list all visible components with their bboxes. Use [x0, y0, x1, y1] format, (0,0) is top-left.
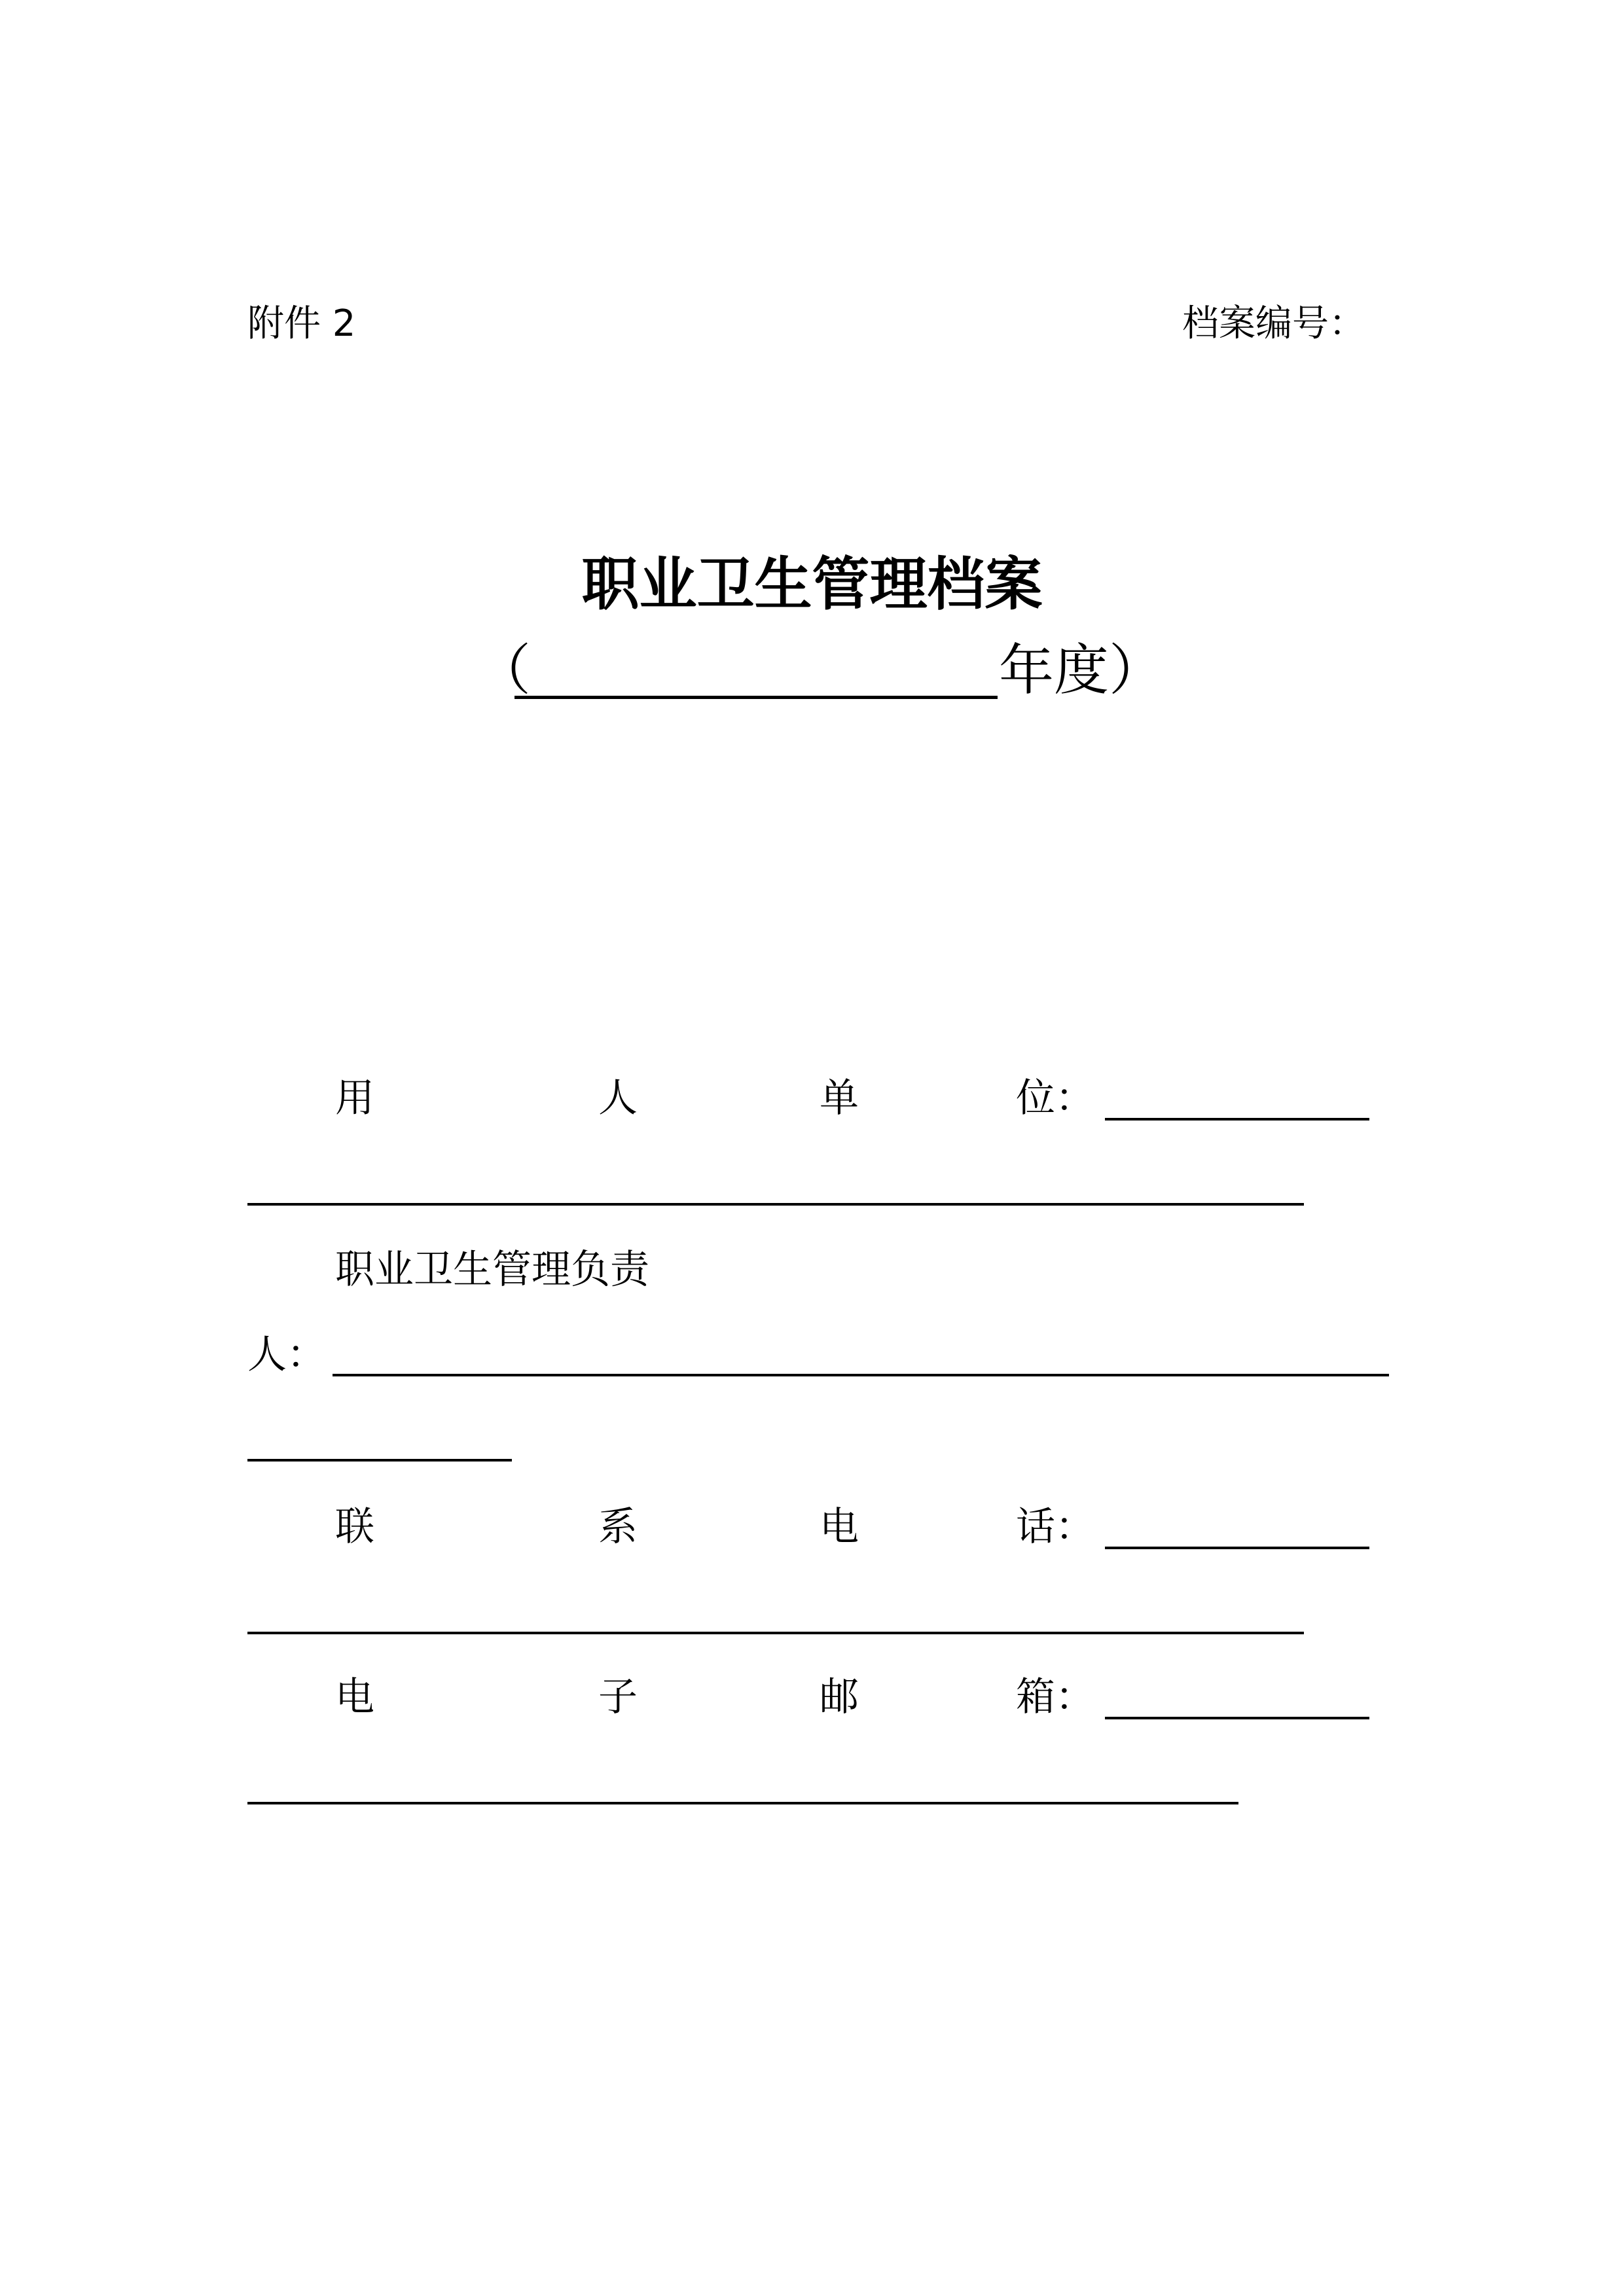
- employer-label-char: 用: [335, 1075, 374, 1121]
- phone-label-char: 话：: [1016, 1504, 1094, 1550]
- employer-label-char: 单: [820, 1075, 859, 1121]
- employer-input-line-2[interactable]: [247, 1203, 1304, 1206]
- email-input-line[interactable]: [1105, 1717, 1369, 1719]
- email-label-char: 邮: [820, 1674, 859, 1720]
- phone-label-char: 系: [598, 1504, 638, 1550]
- page-title: 职业卫生管理档案: [581, 550, 1043, 618]
- manager-input-line[interactable]: [333, 1374, 1389, 1376]
- subtitle-open-paren: （: [476, 638, 532, 702]
- manager-input-line-2[interactable]: [247, 1459, 512, 1462]
- phone-input-line-2[interactable]: [247, 1632, 1304, 1634]
- employer-input-line[interactable]: [1105, 1118, 1369, 1121]
- attachment-label: 附件 2: [247, 302, 356, 345]
- file-number-label: 档案编号：: [1182, 302, 1365, 345]
- email-label-char: 电: [335, 1674, 374, 1720]
- manager-label: 职业卫生管理负责: [335, 1247, 649, 1293]
- email-label-char: 箱：: [1016, 1674, 1094, 1720]
- email-label-char: 子: [598, 1674, 638, 1720]
- employer-label-char: 人: [598, 1075, 638, 1121]
- email-input-line-2[interactable]: [247, 1802, 1238, 1804]
- year-blank-line[interactable]: [514, 696, 998, 699]
- phone-label-char: 电: [820, 1504, 859, 1550]
- manager-label-end: 人：: [247, 1332, 326, 1378]
- phone-label-char: 联: [335, 1504, 374, 1550]
- subtitle-year-suffix: 年度）: [999, 638, 1164, 702]
- employer-label-char: 位：: [1016, 1075, 1094, 1121]
- phone-input-line[interactable]: [1105, 1547, 1369, 1549]
